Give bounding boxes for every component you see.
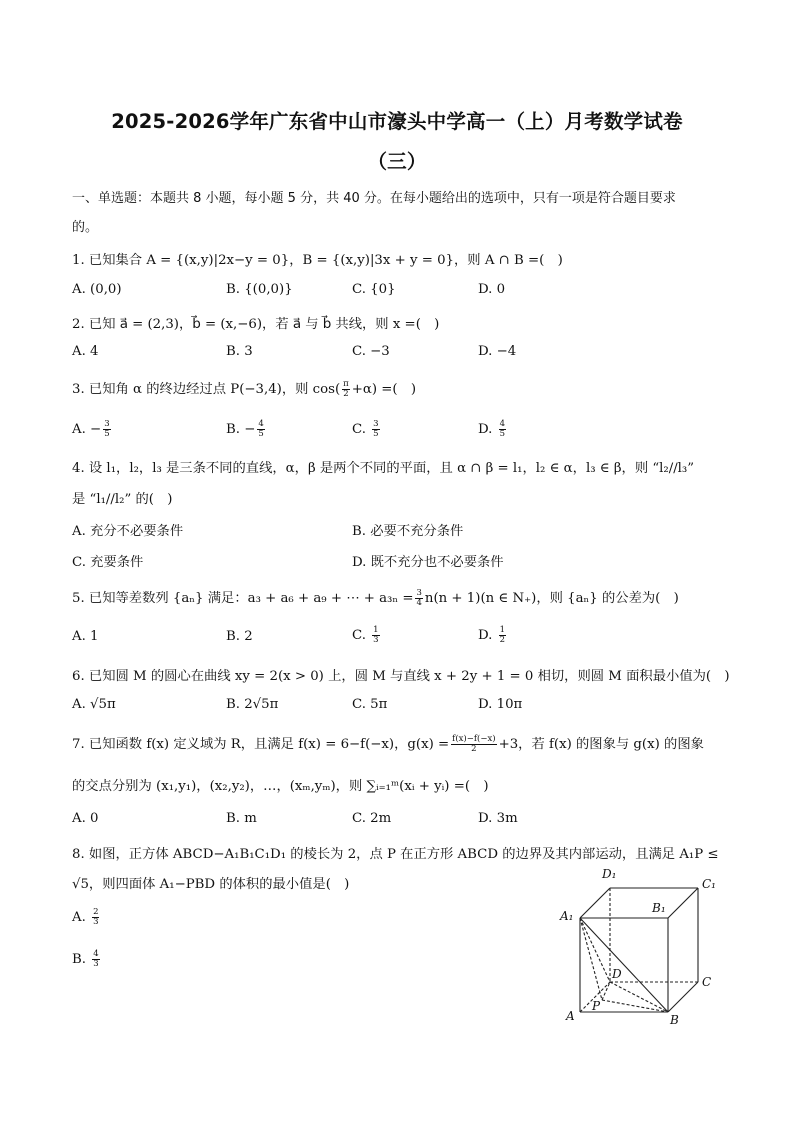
q7-option-c: C. 2m	[352, 811, 392, 826]
q7-stem-part-a: 7. 已知函数 f(x) 定义域为 R，且满足 f(x) = 6−f(−x)，g(x) =	[72, 737, 450, 752]
question-1-stem: 1. 已知集合 A = {(x,y)|2x−y = 0}，B = {(x,y)|3x + y = 0}，则 A ∩ B =( )	[72, 253, 563, 268]
label-a: A	[566, 1009, 575, 1023]
q7-frac-num: f(x)−f(−x)	[452, 734, 496, 744]
cube-figure	[556, 862, 726, 1032]
label-p: P	[592, 999, 601, 1013]
section-heading: 一、单选题：本题共 8 小题，每小题 5 分，共 40 分。在每小题给出的选项中，只有一项是符合题目要求	[72, 191, 676, 206]
q3-a-frac	[103, 420, 110, 439]
q3-b-prefix: B. −	[226, 422, 256, 437]
edge-d-b	[610, 982, 668, 1012]
q3-d-den: 5	[499, 429, 506, 439]
q3-stem-part-a: 3. 已知角 α 的终边经过点 P(−3,4)，则 cos(	[72, 382, 341, 397]
q5-c-den: 3	[373, 635, 379, 645]
question-8-stem-line2: √5，则四面体 A₁−PBD 的体积的最小值是( )	[72, 877, 350, 892]
paper-title: 2025-2026学年广东省中山市濠头中学高一（上）月考数学试卷	[111, 110, 683, 133]
q1-option-a: A. (0,0)	[72, 282, 122, 297]
q8-option-b: B. $\frac{4}{3}$	[72, 949, 99, 969]
q2-option-b: B. 3	[226, 344, 253, 359]
q5-fraction	[415, 589, 422, 608]
q5-d-frac	[499, 626, 506, 645]
label-d: D	[612, 967, 622, 981]
q5-c-frac	[372, 626, 379, 645]
q8-a-den: 3	[93, 917, 99, 927]
q3-c-den: 5	[373, 429, 379, 439]
q7-option-b: B. m	[226, 811, 257, 826]
q5-frac-den: 4	[416, 598, 422, 608]
q7-option-a: A. 0	[72, 811, 99, 826]
q4-option-a: A. 充分不必要条件	[72, 524, 184, 539]
section-heading-cont: 的。	[72, 220, 99, 235]
q3-option-a	[72, 420, 113, 439]
q6-option-d: D. 10π	[478, 697, 523, 712]
q7-stem-part-b: +3，若 f(x) 的图象与 g(x) 的图象	[498, 737, 704, 752]
q4-option-b: B. 必要不充分条件	[352, 524, 464, 539]
question-4-stem-line2: 是 “l₁//l₂” 的( )	[72, 492, 173, 507]
q8-b-den: 3	[93, 959, 99, 969]
question-8-stem-line1: 8. 如图，正方体 ABCD−A₁B₁C₁D₁ 的棱长为 2，点 P 在正方形 ABCD 的边界及其内部运动，且满足 A₁P ≤	[72, 847, 719, 862]
q6-option-c: C. 5π	[352, 697, 388, 712]
q7-fraction	[451, 735, 496, 754]
q8-a-num: 2	[93, 907, 99, 917]
q1-option-b: B. {(0,0)}	[226, 282, 293, 297]
q3-a-num: 3	[104, 419, 110, 429]
q3-b-num: 4	[258, 419, 264, 429]
label-b: B	[670, 1013, 679, 1027]
question-7-stem-line1	[72, 733, 704, 754]
q5-option-d: D. $\frac{1}{2}$	[478, 625, 506, 645]
edge-d1-a1	[580, 888, 610, 918]
label-b1: B₁	[652, 901, 666, 915]
q3-frac-num: π	[343, 379, 349, 389]
label-d1: D₁	[602, 867, 617, 881]
q3-b-frac	[257, 420, 264, 439]
q5-stem-part-b: n(n + 1)(n ∈ N₊)，则 {aₙ} 的公差为( )	[424, 591, 679, 606]
q3-stem-part-b: +α) =( )	[351, 382, 417, 397]
q3-d-num: 4	[499, 419, 506, 429]
question-3-stem	[72, 378, 416, 399]
q5-option-c: C. $\frac{1}{3}$	[352, 625, 379, 645]
label-a1: A₁	[560, 909, 574, 923]
paper-title-subtitle: （三）	[367, 150, 427, 173]
q3-frac-den: 2	[343, 389, 349, 399]
q7-frac-den: 2	[471, 744, 477, 754]
question-7-stem-line2: 的交点分别为 (x₁,y₁)，(x₂,y₂)，…，(xₘ,yₘ)，则 ∑ᵢ₌₁ᵐ(xᵢ + yᵢ) =( )	[72, 779, 489, 794]
q3-b-den: 5	[258, 429, 264, 439]
q5-option-a: A. 1	[72, 629, 99, 644]
q2-option-a: A. 4	[72, 344, 99, 359]
q3-c-frac	[372, 420, 379, 439]
question-4-stem-line1: 4. 设 l₁，l₂，l₃ 是三条不同的直线，α，β 是两个不同的平面，且 α ∩ β = l₁，l₂ ∈ α，l₃ ∈ β，则 “l₂//l₃”	[72, 461, 695, 476]
q8-b-num: 4	[93, 949, 99, 959]
q4-option-d: D. 既不充分也不必要条件	[352, 555, 504, 570]
edge-p-d	[602, 982, 610, 1000]
q8-a-frac	[92, 908, 99, 927]
edge-b-c	[668, 982, 698, 1012]
q3-option-c: C. $\frac{3}{5}$	[352, 419, 379, 439]
q5-d-den: 2	[499, 635, 506, 645]
q1-option-d: D. 0	[478, 282, 506, 297]
q3-fraction	[342, 380, 350, 399]
q5-frac-num: 3	[416, 588, 422, 598]
q6-option-b: B. 2√5π	[226, 697, 279, 712]
question-2-stem: 2. 已知 a⃗ = (2,3)，b⃗ = (x,−6)，若 a⃗ 与 b⃗ 共线，则 x =( )	[72, 317, 440, 332]
q1-option-c: C. {0}	[352, 282, 396, 297]
q2-option-c: C. −3	[352, 344, 390, 359]
question-5-stem	[72, 587, 679, 608]
q8-b-frac	[92, 950, 99, 969]
edge-a1-b	[580, 918, 668, 1012]
q5-d-num: 1	[499, 625, 506, 635]
q3-d-frac	[499, 420, 506, 439]
q3-a-prefix: A. −	[72, 422, 102, 437]
q3-a-den: 5	[104, 429, 110, 439]
q5-option-b: B. 2	[226, 629, 253, 644]
label-c1: C₁	[702, 877, 716, 891]
question-6-stem: 6. 已知圆 M 的圆心在曲线 xy = 2(x > 0) 上，圆 M 与直线 x + 2y + 1 = 0 相切，则圆 M 面积最小值为( )	[72, 669, 730, 684]
q3-c-num: 3	[373, 419, 379, 429]
q2-option-d: D. −4	[478, 344, 517, 359]
q5-stem-part-a: 5. 已知等差数列 {aₙ} 满足：a₃ + a₆ + a₉ + ⋯ + a₃ₙ =	[72, 591, 414, 606]
q3-option-d: D. $\frac{4}{5}$	[478, 419, 506, 439]
edge-b1-c1	[668, 888, 698, 918]
q5-c-num: 1	[373, 625, 379, 635]
label-c: C	[702, 975, 712, 989]
q3-option-b	[226, 420, 267, 439]
q6-option-a: A. √5π	[72, 697, 116, 712]
q4-option-c: C. 充要条件	[72, 555, 144, 570]
q7-option-d: D. 3m	[478, 811, 518, 826]
q8-option-a: A. $\frac{2}{3}$	[72, 907, 99, 927]
